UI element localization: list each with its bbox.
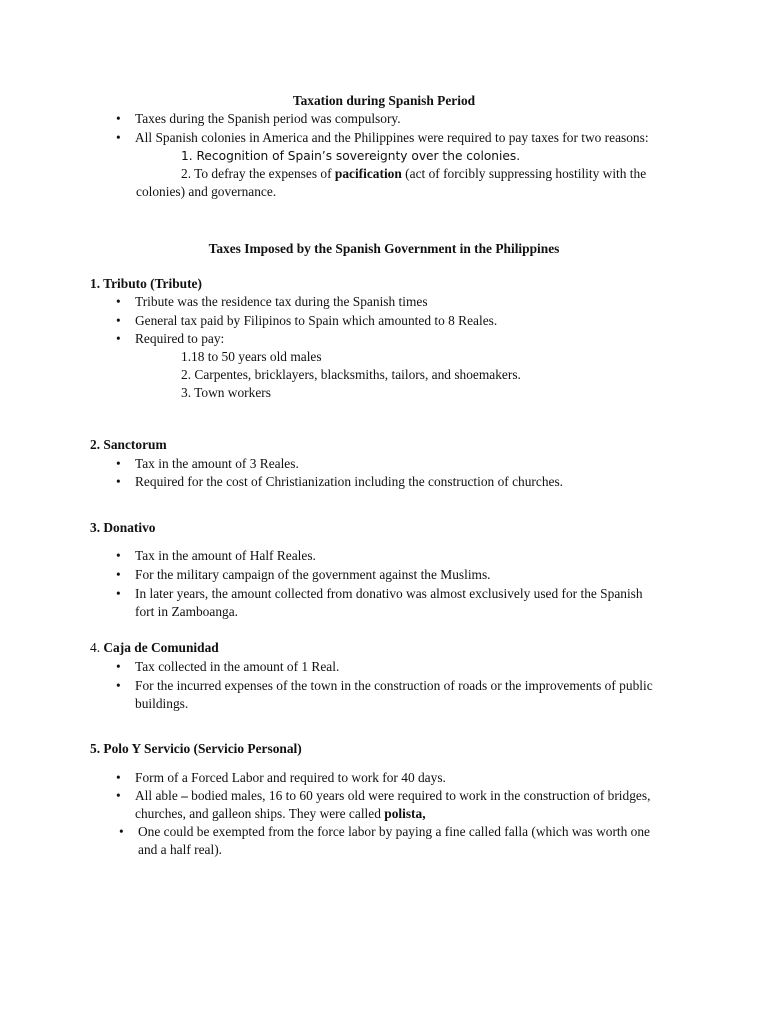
polo-continuation-2: and a half real).: [138, 842, 223, 857]
donativo-continuation: fort in Zamboanga.: [135, 604, 238, 619]
polo-heading: 5. Polo Y Servicio (Servicio Personal): [90, 741, 302, 756]
donativo-heading: 3. Donativo: [90, 520, 156, 535]
list-item: • Tax collected in the amount of 1 Real.: [116, 659, 340, 674]
list-item: • All Spanish colonies in America and the Philippines were required to pay taxes for two reasons:: [116, 130, 649, 145]
page-title: Taxation during Spanish Period: [292, 93, 476, 108]
polista-term: polista,: [384, 806, 426, 821]
tributo-item-3: 3. Town workers: [181, 385, 271, 400]
bullet-icon: •: [116, 567, 121, 582]
bullet-icon: •: [116, 548, 121, 563]
list-item: • Tribute was the residence tax during the Spanish times: [116, 294, 428, 309]
list-item: • Tax in the amount of 3 Reales.: [116, 456, 299, 471]
list-item: • All able – bodied males, 16 to 60 years old were required to work in the construction of bridges,: [116, 788, 651, 803]
bullet-icon: •: [116, 474, 121, 489]
bullet-icon: •: [116, 313, 121, 328]
bullet-icon: •: [119, 824, 124, 839]
bullet-icon: •: [116, 111, 121, 126]
tributo-heading: 1. Tributo (Tribute): [90, 276, 202, 291]
caja-continuation: buildings.: [135, 696, 189, 711]
list-item: • For the military campaign of the government against the Muslims.: [116, 567, 491, 582]
bullet-icon: •: [116, 659, 121, 674]
list-item: • Required for the cost of Christianization including the construction of churches.: [116, 474, 564, 489]
pacification-term: pacification: [334, 166, 402, 181]
section-subtitle: Taxes Imposed by the Spanish Government in the Philippines: [208, 241, 560, 256]
polo-continuation: churches, and galleon ships. They were called polista,: [135, 806, 426, 821]
tributo-item-2: 2. Carpentes, bricklayers, blacksmiths, tailors, and shoemakers.: [181, 367, 521, 382]
bullet-icon: •: [116, 770, 121, 785]
list-item: • Required to pay:: [116, 331, 225, 346]
bullet-icon: •: [116, 586, 121, 601]
list-item: • For the incurred expenses of the town in the construction of roads or the improvements of public: [116, 678, 653, 693]
tributo-item-1: 1.18 to 50 years old males: [181, 349, 322, 364]
reason-2-continuation: colonies) and governance.: [136, 184, 277, 199]
list-item: • General tax paid by Filipinos to Spain which amounted to 8 Reales.: [116, 313, 498, 328]
bullet-icon: •: [116, 331, 121, 346]
reason-1: 1. Recognition of Spain’s sovereignty over the colonies.: [181, 149, 521, 163]
bullet-icon: •: [116, 294, 121, 309]
caja-heading: 4. Caja de Comunidad: [90, 640, 219, 655]
list-item: • Tax in the amount of Half Reales.: [116, 548, 316, 563]
bullet-icon: •: [116, 456, 121, 471]
list-item: • One could be exempted from the force labor by paying a fine called falla (which was worth one: [119, 824, 650, 839]
reason-2: 2. To defray the expenses of pacification (act of forcibly suppressing hostility with the: [181, 166, 647, 181]
list-item: • In later years, the amount collected from donativo was almost exclusively used for the Spanish: [116, 586, 643, 601]
bullet-icon: •: [116, 130, 121, 145]
dash: –: [181, 788, 188, 803]
list-item: • Form of a Forced Labor and required to work for 40 days.: [116, 770, 446, 785]
bullet-icon: •: [116, 678, 121, 693]
list-item: • Taxes during the Spanish period was compulsory.: [116, 111, 401, 126]
bullet-icon: •: [116, 788, 121, 803]
sanctorum-heading: 2. Sanctorum: [90, 437, 167, 452]
